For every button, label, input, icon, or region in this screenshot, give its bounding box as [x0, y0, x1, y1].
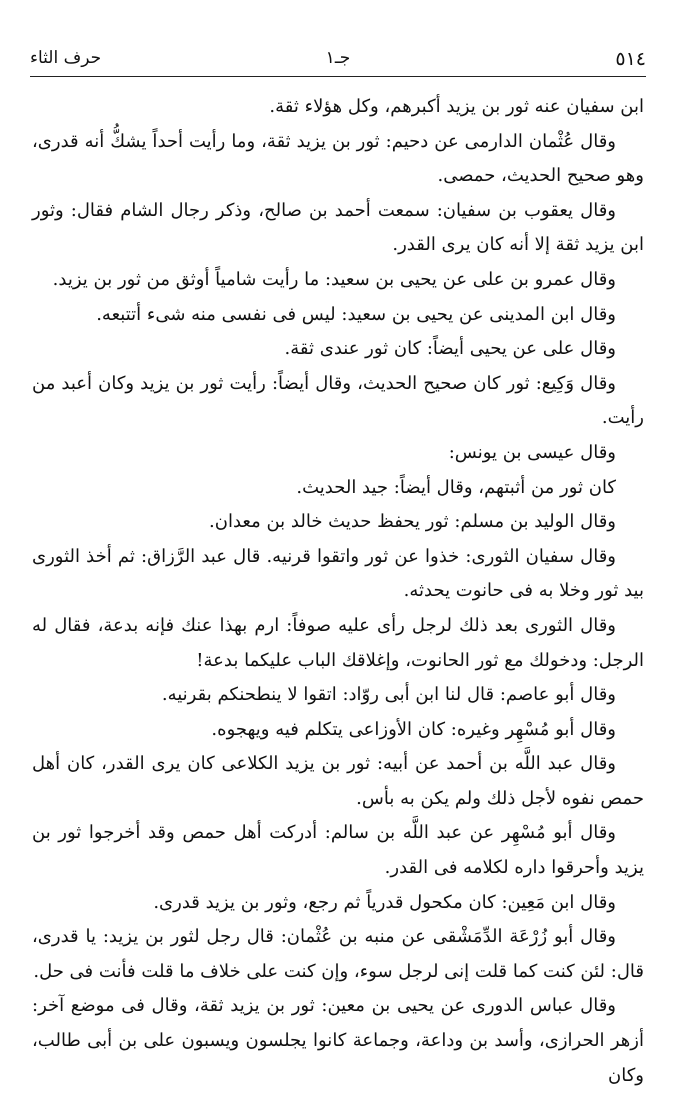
paragraph: وقال عيسى بن يونس: — [448, 441, 616, 463]
paragraph: وقال عمرو بن على عن يحيى بن سعيد: ما رأيت شامياً أوثق من ثور بن يزيد. — [52, 268, 616, 290]
paragraph: وقال ابن المدينى عن يحيى بن سعيد: ليس فى نفسى منه شىء أتتبعه. — [96, 303, 616, 325]
paragraph: ابن سفيان عنه ثور بن يزيد أكبرهم، وكل هؤلاء ثقة. — [269, 96, 644, 117]
page-body — [32, 90, 644, 1093]
paragraph: وقال أبو مُسْهِر وغيره: كان الأوزاعى يتكلم فيه ويهجوه. — [211, 718, 616, 740]
section-title: حرف الثاء — [30, 48, 102, 68]
paragraph: وقال الثورى بعد ذلك لرجل رأى عليه صوفاً: ارم بهذا عنك فإنه بدعة، فقال له الرجل: ودخولك مع ثور الحانوت، وإغلاقك الباب عليكما بدعة! — [32, 614, 644, 671]
paragraph: وقال وَكِيع: ثور كان صحيح الحديث، وقال أيضاً: رأيت ثور بن يزيد وكان أعبد من رأيت. — [32, 372, 644, 429]
paragraph: وقال عبد اللَّه بن أحمد عن أبيه: ثور بن يزيد الكلاعى كان يرى القدر، كان أهل حمص نفوه لأجل ذلك ولم يكن به بأس. — [32, 753, 644, 809]
paragraph: وقال أبو مُسْهِر عن عبد اللَّه بن سالم: أدركت أهل حمص وقد أخرجوا ثور بن يزيد وأحرقوا داره لكلامه فى القدر. — [32, 822, 644, 879]
paragraph: وقال عُثْمان الدارمى عن دحيم: ثور بن يزيد ثقة، وما رأيت أحداً يشكُّ أنه قدرى، وهو صحيح الحديث، حمصى. — [32, 130, 644, 187]
page-number: ٥١٤ — [615, 48, 646, 70]
paragraph: وقال يعقوب بن سفيان: سمعت أحمد بن صالح، وذكر رجال الشام فقال: وثور ابن يزيد ثقة إلا أنه كان يرى القدر. — [32, 199, 644, 256]
paragraph: كان ثور من أثبتهم، وقال أيضاً: جيد الحديث. — [296, 476, 616, 498]
paragraph: وقال ابن مَعِين: كان مكحول قدرياً ثم رجع، وثور بن يزيد قدرى. — [153, 891, 616, 913]
page-header — [30, 40, 646, 77]
paragraph: وقال أبو عاصم: قال لنا ابن أبى روّاد: اتقوا لا ينطحنكم بقرنيه. — [161, 684, 616, 706]
paragraph: وقال سفيان الثورى: خذوا عن ثور واتقوا قرنيه. قال عبد الرَّزاق: ثم أخذ الثورى بيد ثور وخلا به فى حانوت يحدثه. — [32, 545, 644, 602]
paragraph: وقال عباس الدورى عن يحيى بن معين: ثور بن يزيد ثقة، وقال فى موضع آخر: أزهر الحرازى، وأسد بن وداعة، وجماعة كانوا يجلسون ويسبون على بن أبى طالب، وكان — [32, 995, 644, 1086]
paragraph: وقال الوليد بن مسلم: ثور يحفظ حديث خالد بن معدان. — [209, 511, 616, 533]
paragraph: وقال أبو زُرْعَة الدِّمَشْقى عن منبه بن عُثْمان: قال رجل لثور بن يزيد: يا قدرى، قال: لئن كنت كما قلت إنى لرجل سوء، وإن كنت على خلاف ما قلت فأنت فى حل. — [32, 926, 644, 982]
paragraph: وقال على عن يحيى أيضاً: كان ثور عندى ثقة. — [284, 338, 616, 360]
volume-label: جـ١ — [325, 48, 351, 68]
